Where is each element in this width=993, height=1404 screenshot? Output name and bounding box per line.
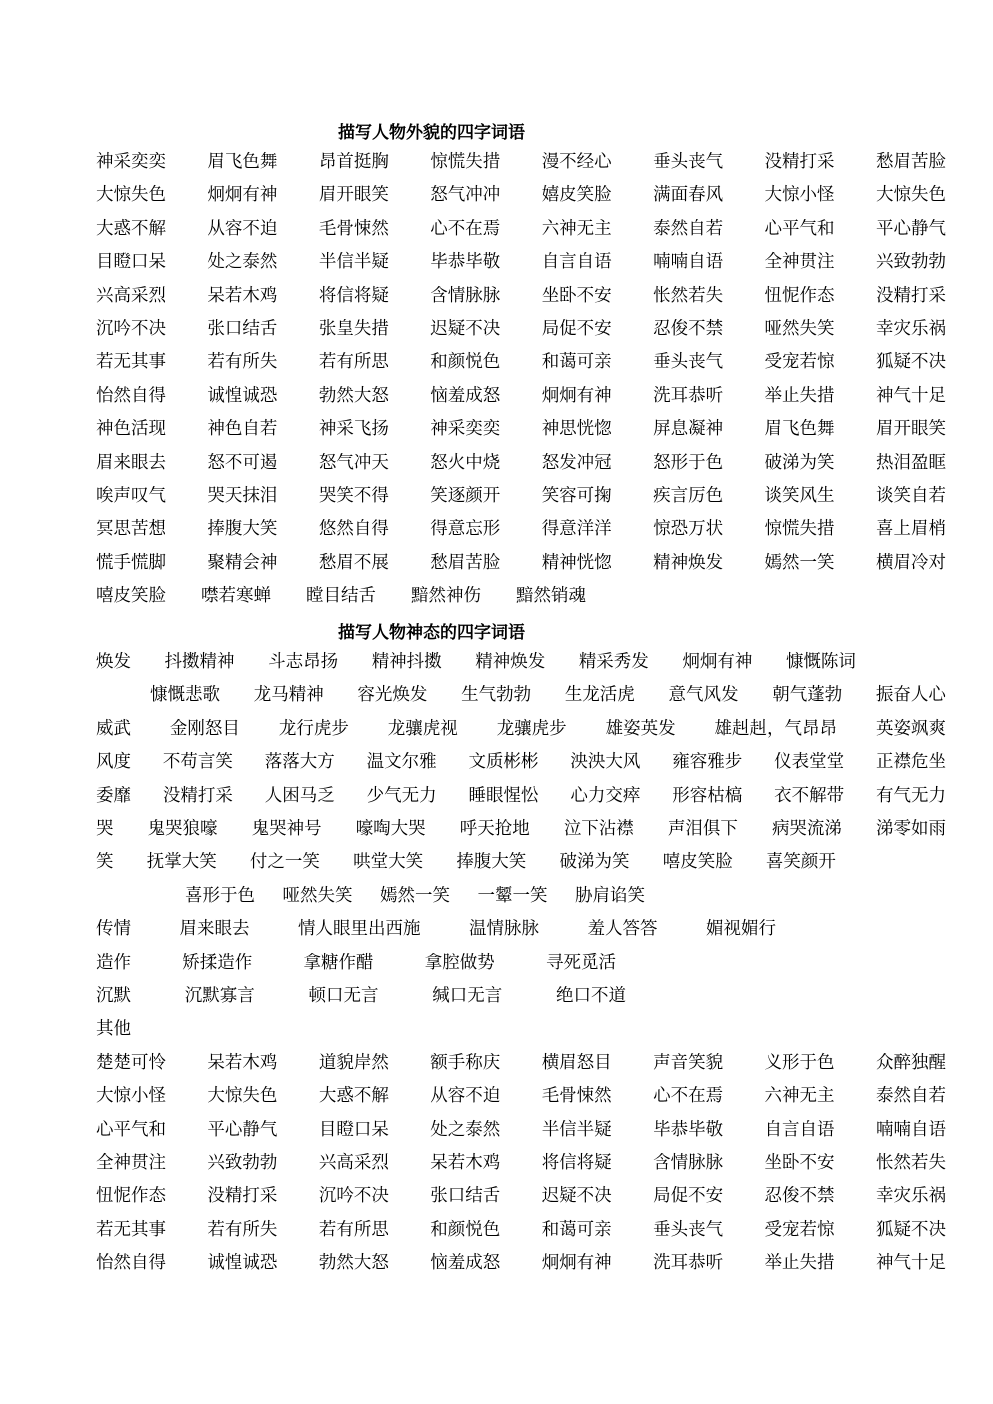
idiom-word: 惊慌失措 bbox=[764, 519, 835, 540]
idiom-word: 忸怩作态 bbox=[764, 285, 835, 306]
idiom-word: 愁眉不展 bbox=[318, 552, 389, 573]
idiom-word: 坐卧不安 bbox=[764, 1153, 835, 1173]
word-row bbox=[96, 850, 836, 874]
idiom-word: 神采奕奕 bbox=[430, 419, 501, 440]
idiom-word: 涕零如雨 bbox=[876, 819, 946, 839]
idiom-word: 楚楚可怜 bbox=[96, 1052, 166, 1073]
idiom-word: 沉吟不决 bbox=[318, 1186, 389, 1207]
idiom-word: 愁眉苦脸 bbox=[430, 552, 501, 573]
idiom-word: 诚惶诚恐 bbox=[207, 1253, 278, 1274]
idiom-word: 愁眉苦脸 bbox=[875, 152, 946, 172]
idiom-word: 精神焕发 bbox=[653, 552, 724, 573]
idiom-word: 沉吟不决 bbox=[96, 319, 166, 339]
idiom-word: 笑逐颜开 bbox=[430, 486, 501, 506]
idiom-word: 举止失措 bbox=[764, 385, 835, 406]
idiom-word: 和蔼可亲 bbox=[541, 352, 612, 373]
idiom-word: 张口结舌 bbox=[430, 1186, 501, 1207]
idiom-word: 神色自若 bbox=[207, 419, 278, 440]
word-row bbox=[96, 717, 946, 741]
idiom-word: 喜笑颜开 bbox=[765, 852, 836, 873]
idiom-word: 雍容雅步 bbox=[672, 752, 743, 773]
idiom-word: 容光焕发 bbox=[357, 685, 428, 706]
idiom-word: 毕恭毕敬 bbox=[653, 1119, 724, 1140]
idiom-word: 聚精会神 bbox=[207, 552, 278, 573]
idiom-word: 温文尔雅 bbox=[366, 752, 437, 773]
idiom-word: 唉声叹气 bbox=[96, 486, 166, 506]
idiom-word: 雄姿英发 bbox=[605, 718, 676, 739]
idiom-word: 哭天抹泪 bbox=[207, 486, 278, 506]
idiom-word: 顿口无言 bbox=[308, 986, 379, 1006]
idiom-word: 炯炯有神 bbox=[207, 185, 278, 206]
idiom-word: 恼羞成怒 bbox=[430, 1253, 501, 1274]
idiom-word: 沉默寡言 bbox=[184, 986, 255, 1006]
idiom-word: 心平气和 bbox=[764, 218, 835, 239]
idiom-word: 龙行虎步 bbox=[278, 718, 349, 739]
idiom-word: 怒气冲冲 bbox=[430, 185, 501, 206]
idiom-word: 兴致勃勃 bbox=[207, 1153, 278, 1173]
idiom-word: 横眉冷对 bbox=[875, 552, 946, 573]
idiom-word: 斗志昂扬 bbox=[268, 652, 339, 672]
idiom-word: 绝口不道 bbox=[556, 986, 626, 1006]
idiom-word: 半信半疑 bbox=[318, 252, 389, 273]
idiom-word: 将信将疑 bbox=[318, 285, 389, 306]
word-row bbox=[96, 451, 946, 475]
idiom-word: 慌手慌脚 bbox=[96, 552, 166, 573]
idiom-word: 沉默 bbox=[96, 986, 131, 1006]
idiom-word: 喃喃自语 bbox=[875, 1119, 946, 1140]
idiom-word: 抖擞精神 bbox=[164, 652, 235, 672]
idiom-word: 怅然若失 bbox=[875, 1153, 946, 1173]
word-row bbox=[150, 683, 946, 707]
word-row bbox=[96, 1017, 136, 1041]
idiom-word: 平心静气 bbox=[207, 1119, 278, 1140]
idiom-word: 瞠目结舌 bbox=[306, 586, 376, 607]
idiom-word: 泰然自若 bbox=[875, 1086, 946, 1107]
idiom-word: 其他 bbox=[96, 1019, 131, 1040]
idiom-word: 胁肩谄笑 bbox=[575, 885, 645, 906]
idiom-word: 垂头丧气 bbox=[653, 1219, 724, 1240]
idiom-word: 兴高采烈 bbox=[318, 1153, 389, 1173]
idiom-word: 义形于色 bbox=[764, 1052, 835, 1073]
idiom-word: 炯炯有神 bbox=[541, 385, 612, 406]
idiom-word: 勃然大怒 bbox=[318, 1253, 389, 1274]
idiom-word: 大惑不解 bbox=[96, 218, 166, 239]
word-row bbox=[96, 1151, 946, 1175]
idiom-word: 满面春风 bbox=[653, 185, 724, 206]
idiom-word: 自言自语 bbox=[541, 252, 612, 273]
idiom-word: 一颦一笑 bbox=[477, 885, 548, 906]
idiom-word: 哭 bbox=[96, 819, 114, 839]
idiom-word: 局促不安 bbox=[541, 319, 612, 339]
idiom-word: 呆若木鸡 bbox=[430, 1153, 501, 1173]
idiom-word: 若无其事 bbox=[96, 352, 166, 373]
idiom-word: 精采秀发 bbox=[578, 652, 649, 672]
idiom-word: 张皇失措 bbox=[318, 319, 389, 339]
idiom-word: 狐疑不决 bbox=[875, 352, 946, 373]
idiom-word: 笑 bbox=[96, 852, 114, 873]
word-row bbox=[96, 1118, 946, 1142]
word-row bbox=[96, 250, 946, 274]
word-row bbox=[96, 517, 946, 541]
idiom-word: 神思恍惚 bbox=[541, 419, 612, 440]
idiom-word: 威武 bbox=[96, 718, 131, 739]
idiom-word: 六神无主 bbox=[764, 1086, 835, 1107]
idiom-word: 毛骨悚然 bbox=[541, 1086, 612, 1107]
idiom-word: 垂头丧气 bbox=[653, 152, 724, 172]
idiom-word: 生龙活虎 bbox=[564, 685, 635, 706]
idiom-word: 嫣然一笑 bbox=[380, 885, 450, 906]
idiom-word: 大惊失色 bbox=[875, 185, 946, 206]
idiom-word: 得意忘形 bbox=[430, 519, 501, 540]
idiom-word: 嫣然一笑 bbox=[764, 552, 835, 573]
idiom-word: 幸灾乐祸 bbox=[875, 319, 946, 339]
idiom-word: 含情脉脉 bbox=[430, 285, 501, 306]
word-row bbox=[96, 183, 946, 207]
idiom-word: 受宠若惊 bbox=[764, 1219, 835, 1240]
idiom-word: 目瞪口呆 bbox=[96, 252, 166, 273]
idiom-word: 漫不经心 bbox=[541, 152, 612, 172]
idiom-word: 抚掌大笑 bbox=[146, 852, 217, 873]
idiom-word: 半信半疑 bbox=[541, 1119, 612, 1140]
word-row bbox=[96, 1251, 946, 1275]
idiom-word: 炯炯有神 bbox=[541, 1253, 612, 1274]
idiom-word: 没精打采 bbox=[207, 1186, 278, 1207]
idiom-word: 将信将疑 bbox=[541, 1153, 612, 1173]
idiom-word: 破涕为笑 bbox=[764, 452, 835, 473]
idiom-word: 和颜悦色 bbox=[430, 1219, 501, 1240]
idiom-word: 没精打采 bbox=[764, 152, 835, 172]
idiom-word: 病哭流涕 bbox=[771, 819, 842, 839]
idiom-word: 大惊失色 bbox=[96, 185, 166, 206]
idiom-word: 喜上眉梢 bbox=[875, 519, 946, 540]
idiom-word: 声泪俱下 bbox=[667, 819, 738, 839]
idiom-word: 振奋人心 bbox=[875, 685, 946, 706]
idiom-word: 笑容可掬 bbox=[541, 486, 612, 506]
idiom-word: 哄堂大笑 bbox=[353, 852, 424, 873]
word-row bbox=[96, 1084, 946, 1108]
idiom-word: 自言自语 bbox=[764, 1119, 835, 1140]
idiom-word: 毕恭毕敬 bbox=[430, 252, 501, 273]
idiom-word: 没精打采 bbox=[875, 285, 946, 306]
idiom-word: 毛骨悚然 bbox=[318, 218, 389, 239]
idiom-word: 精神抖擞 bbox=[371, 652, 442, 672]
idiom-word: 和颜悦色 bbox=[430, 352, 501, 373]
idiom-word: 怒发冲冠 bbox=[541, 452, 612, 473]
idiom-word: 得意洋洋 bbox=[541, 519, 612, 540]
idiom-word: 从容不迫 bbox=[430, 1086, 501, 1107]
idiom-word: 怅然若失 bbox=[653, 285, 724, 306]
word-row bbox=[96, 584, 586, 608]
idiom-word: 神采奕奕 bbox=[96, 152, 166, 172]
word-row bbox=[96, 650, 856, 674]
idiom-word: 谈笑风生 bbox=[764, 486, 835, 506]
idiom-word: 文质彬彬 bbox=[468, 752, 539, 773]
idiom-word: 泱泱大风 bbox=[570, 752, 641, 773]
idiom-word: 衣不解带 bbox=[774, 785, 845, 806]
idiom-word: 心平气和 bbox=[96, 1119, 166, 1140]
word-row bbox=[185, 884, 645, 908]
word-row bbox=[96, 284, 946, 308]
idiom-word: 幸灾乐祸 bbox=[875, 1186, 946, 1207]
idiom-word: 神色活现 bbox=[96, 419, 166, 440]
idiom-word: 焕发 bbox=[96, 652, 131, 672]
idiom-word: 龙马精神 bbox=[253, 685, 324, 706]
idiom-word: 心不在焉 bbox=[653, 1086, 724, 1107]
idiom-word: 拿腔做势 bbox=[424, 952, 495, 973]
word-row bbox=[96, 817, 946, 841]
idiom-word: 炯炯有神 bbox=[682, 652, 753, 672]
idiom-word: 呆若木鸡 bbox=[207, 1052, 278, 1073]
idiom-word: 眉来眼去 bbox=[179, 919, 250, 940]
word-row bbox=[96, 951, 616, 975]
idiom-word: 惊慌失措 bbox=[430, 152, 501, 172]
idiom-word: 怒形于色 bbox=[653, 452, 724, 473]
idiom-word: 矫揉造作 bbox=[182, 952, 253, 973]
idiom-word: 若无其事 bbox=[96, 1219, 166, 1240]
idiom-word: 坐卧不安 bbox=[541, 285, 612, 306]
word-row bbox=[96, 317, 946, 341]
idiom-word: 喃喃自语 bbox=[653, 252, 724, 273]
idiom-word: 兴高采烈 bbox=[96, 285, 166, 306]
idiom-word: 慷慨陈词 bbox=[785, 652, 856, 672]
word-row bbox=[96, 784, 946, 808]
idiom-word: 神气十足 bbox=[875, 1253, 946, 1274]
idiom-word: 举止失措 bbox=[764, 1253, 835, 1274]
idiom-word: 额手称庆 bbox=[430, 1052, 501, 1073]
idiom-word: 嘻皮笑脸 bbox=[96, 586, 166, 607]
idiom-word: 诚惶诚恐 bbox=[207, 385, 278, 406]
idiom-word: 勃然大怒 bbox=[318, 385, 389, 406]
idiom-word: 哑然失笑 bbox=[282, 885, 353, 906]
idiom-word: 热泪盈眶 bbox=[875, 452, 946, 473]
idiom-word: 眉飞色舞 bbox=[207, 152, 278, 172]
word-row bbox=[96, 384, 946, 408]
idiom-word: 声音笑貌 bbox=[653, 1052, 724, 1073]
idiom-word: 睡眼惺忪 bbox=[468, 785, 539, 806]
idiom-word: 怒气冲天 bbox=[318, 452, 389, 473]
idiom-word: 六神无主 bbox=[541, 218, 612, 239]
idiom-word: 龙骧虎视 bbox=[387, 718, 458, 739]
idiom-word: 有气无力 bbox=[876, 785, 946, 806]
idiom-word: 金刚怒目 bbox=[169, 718, 240, 739]
idiom-word: 迟疑不决 bbox=[430, 319, 501, 339]
idiom-word: 没精打采 bbox=[162, 785, 233, 806]
idiom-word: 付之一笑 bbox=[249, 852, 320, 873]
idiom-word: 昂首挺胸 bbox=[318, 152, 389, 172]
idiom-word: 精神恍惚 bbox=[541, 552, 612, 573]
idiom-word: 嬉皮笑脸 bbox=[541, 185, 612, 206]
idiom-word: 谈笑自若 bbox=[875, 486, 946, 506]
idiom-word: 朝气蓬勃 bbox=[772, 685, 843, 706]
idiom-word: 情人眼里出西施 bbox=[298, 919, 421, 940]
idiom-word: 雄赳赳，气昂昂 bbox=[714, 718, 838, 739]
idiom-word: 处之泰然 bbox=[430, 1119, 501, 1140]
idiom-word: 形容枯槁 bbox=[672, 785, 743, 806]
idiom-word: 神气十足 bbox=[875, 385, 946, 406]
idiom-word: 含情脉脉 bbox=[653, 1153, 724, 1173]
idiom-word: 黯然神伤 bbox=[411, 586, 481, 607]
idiom-word: 怡然自得 bbox=[96, 385, 166, 406]
idiom-word: 媚视媚行 bbox=[706, 919, 776, 940]
idiom-word: 全神贯注 bbox=[764, 252, 835, 273]
idiom-word: 狐疑不决 bbox=[875, 1219, 946, 1240]
idiom-word: 张口结舌 bbox=[207, 319, 278, 339]
idiom-word: 忍俊不禁 bbox=[764, 1186, 835, 1207]
idiom-word: 拿糖作醋 bbox=[303, 952, 374, 973]
idiom-word: 眉开眼笑 bbox=[318, 185, 389, 206]
idiom-word: 人困马乏 bbox=[264, 785, 335, 806]
idiom-word: 龙骧虎步 bbox=[496, 718, 567, 739]
idiom-word: 迟疑不决 bbox=[541, 1186, 612, 1207]
idiom-word: 若有所思 bbox=[318, 352, 389, 373]
idiom-word: 嚎啕大哭 bbox=[355, 819, 426, 839]
word-row bbox=[96, 1184, 946, 1208]
idiom-word: 温情脉脉 bbox=[469, 919, 539, 940]
idiom-word: 道貌岸然 bbox=[318, 1052, 389, 1073]
idiom-word: 忸怩作态 bbox=[96, 1186, 166, 1207]
idiom-word: 不苟言笑 bbox=[162, 752, 233, 773]
idiom-word: 少气无力 bbox=[366, 785, 437, 806]
idiom-word: 缄口无言 bbox=[432, 986, 503, 1006]
idiom-word: 局促不安 bbox=[653, 1186, 724, 1207]
idiom-word: 眉开眼笑 bbox=[875, 419, 946, 440]
idiom-word: 鬼哭狼嚎 bbox=[147, 819, 218, 839]
idiom-word: 恼羞成怒 bbox=[430, 385, 501, 406]
idiom-word: 羞人答答 bbox=[587, 919, 658, 940]
idiom-word: 呆若木鸡 bbox=[207, 285, 278, 306]
idiom-word: 正襟危坐 bbox=[876, 752, 946, 773]
section-title: 描写人物外貌的四字词语 bbox=[338, 123, 525, 143]
word-row bbox=[96, 1218, 946, 1242]
idiom-word: 目瞪口呆 bbox=[318, 1119, 389, 1140]
idiom-word: 大惑不解 bbox=[318, 1086, 389, 1107]
idiom-word: 仪表堂堂 bbox=[774, 752, 845, 773]
idiom-word: 捧腹大笑 bbox=[456, 852, 527, 873]
idiom-word: 呼天抢地 bbox=[459, 819, 530, 839]
idiom-word: 心力交瘁 bbox=[570, 785, 641, 806]
idiom-word: 若有所失 bbox=[207, 352, 278, 373]
idiom-word: 喜形于色 bbox=[185, 885, 255, 906]
idiom-word: 悠然自得 bbox=[318, 519, 389, 540]
idiom-word: 横眉怒目 bbox=[541, 1052, 612, 1073]
idiom-word: 风度 bbox=[96, 752, 131, 773]
idiom-word: 噤若寒蝉 bbox=[201, 586, 271, 607]
idiom-word: 传情 bbox=[96, 919, 131, 940]
word-row bbox=[96, 984, 626, 1008]
idiom-word: 若有所思 bbox=[318, 1219, 389, 1240]
idiom-word: 全神贯注 bbox=[96, 1153, 166, 1173]
idiom-word: 精神焕发 bbox=[475, 652, 546, 672]
section-title: 描写人物神态的四字词语 bbox=[338, 623, 525, 643]
idiom-word: 和蔼可亲 bbox=[541, 1219, 612, 1240]
idiom-word: 黯然销魂 bbox=[516, 586, 586, 607]
word-row bbox=[96, 750, 946, 774]
idiom-word: 大惊小怪 bbox=[96, 1086, 166, 1107]
idiom-word: 从容不迫 bbox=[207, 218, 278, 239]
idiom-word: 眉来眼去 bbox=[96, 452, 166, 473]
idiom-word: 忍俊不禁 bbox=[653, 319, 724, 339]
idiom-word: 兴致勃勃 bbox=[875, 252, 946, 273]
idiom-word: 生气勃勃 bbox=[461, 685, 532, 706]
idiom-word: 落落大方 bbox=[264, 752, 335, 773]
idiom-word: 捧腹大笑 bbox=[207, 519, 278, 540]
idiom-word: 怒不可遏 bbox=[207, 452, 278, 473]
idiom-word: 惊恐万状 bbox=[653, 519, 724, 540]
idiom-word: 冥思苦想 bbox=[96, 519, 166, 540]
idiom-word: 神采飞扬 bbox=[318, 419, 389, 440]
idiom-word: 破涕为笑 bbox=[559, 852, 630, 873]
word-row bbox=[96, 551, 946, 575]
idiom-word: 平心静气 bbox=[875, 218, 946, 239]
idiom-word: 屏息凝神 bbox=[653, 419, 724, 440]
word-row bbox=[96, 1051, 946, 1075]
idiom-word: 意气风发 bbox=[668, 685, 739, 706]
idiom-word: 鬼哭神号 bbox=[251, 819, 322, 839]
idiom-word: 若有所失 bbox=[207, 1219, 278, 1240]
idiom-word: 哭笑不得 bbox=[318, 486, 389, 506]
idiom-word: 疾言厉色 bbox=[653, 486, 724, 506]
idiom-word: 众醉独醒 bbox=[875, 1052, 946, 1073]
idiom-word: 眉飞色舞 bbox=[764, 419, 835, 440]
word-row bbox=[96, 417, 946, 441]
idiom-word: 慷慨悲歌 bbox=[150, 685, 220, 706]
idiom-word: 泣下沾襟 bbox=[563, 819, 634, 839]
idiom-word: 寻死觅活 bbox=[546, 952, 616, 973]
idiom-word: 泰然自若 bbox=[653, 218, 724, 239]
idiom-word: 怡然自得 bbox=[96, 1253, 166, 1274]
idiom-word: 哑然失笑 bbox=[764, 319, 835, 339]
word-row bbox=[96, 917, 776, 941]
idiom-word: 大惊小怪 bbox=[764, 185, 835, 206]
idiom-word: 怒火中烧 bbox=[430, 452, 501, 473]
word-row bbox=[96, 350, 946, 374]
idiom-word: 洗耳恭听 bbox=[653, 1253, 724, 1274]
idiom-word: 英姿飒爽 bbox=[875, 718, 946, 739]
idiom-word: 嘻皮笑脸 bbox=[662, 852, 733, 873]
idiom-word: 洗耳恭听 bbox=[653, 385, 724, 406]
idiom-word: 委靡 bbox=[96, 785, 131, 806]
word-row bbox=[96, 150, 946, 174]
word-row bbox=[96, 217, 946, 241]
idiom-word: 大惊失色 bbox=[207, 1086, 278, 1107]
idiom-word: 垂头丧气 bbox=[653, 352, 724, 373]
idiom-word: 心不在焉 bbox=[430, 218, 501, 239]
word-row bbox=[96, 484, 946, 508]
idiom-word: 处之泰然 bbox=[207, 252, 278, 273]
idiom-word: 受宠若惊 bbox=[764, 352, 835, 373]
idiom-word: 造作 bbox=[96, 952, 131, 973]
